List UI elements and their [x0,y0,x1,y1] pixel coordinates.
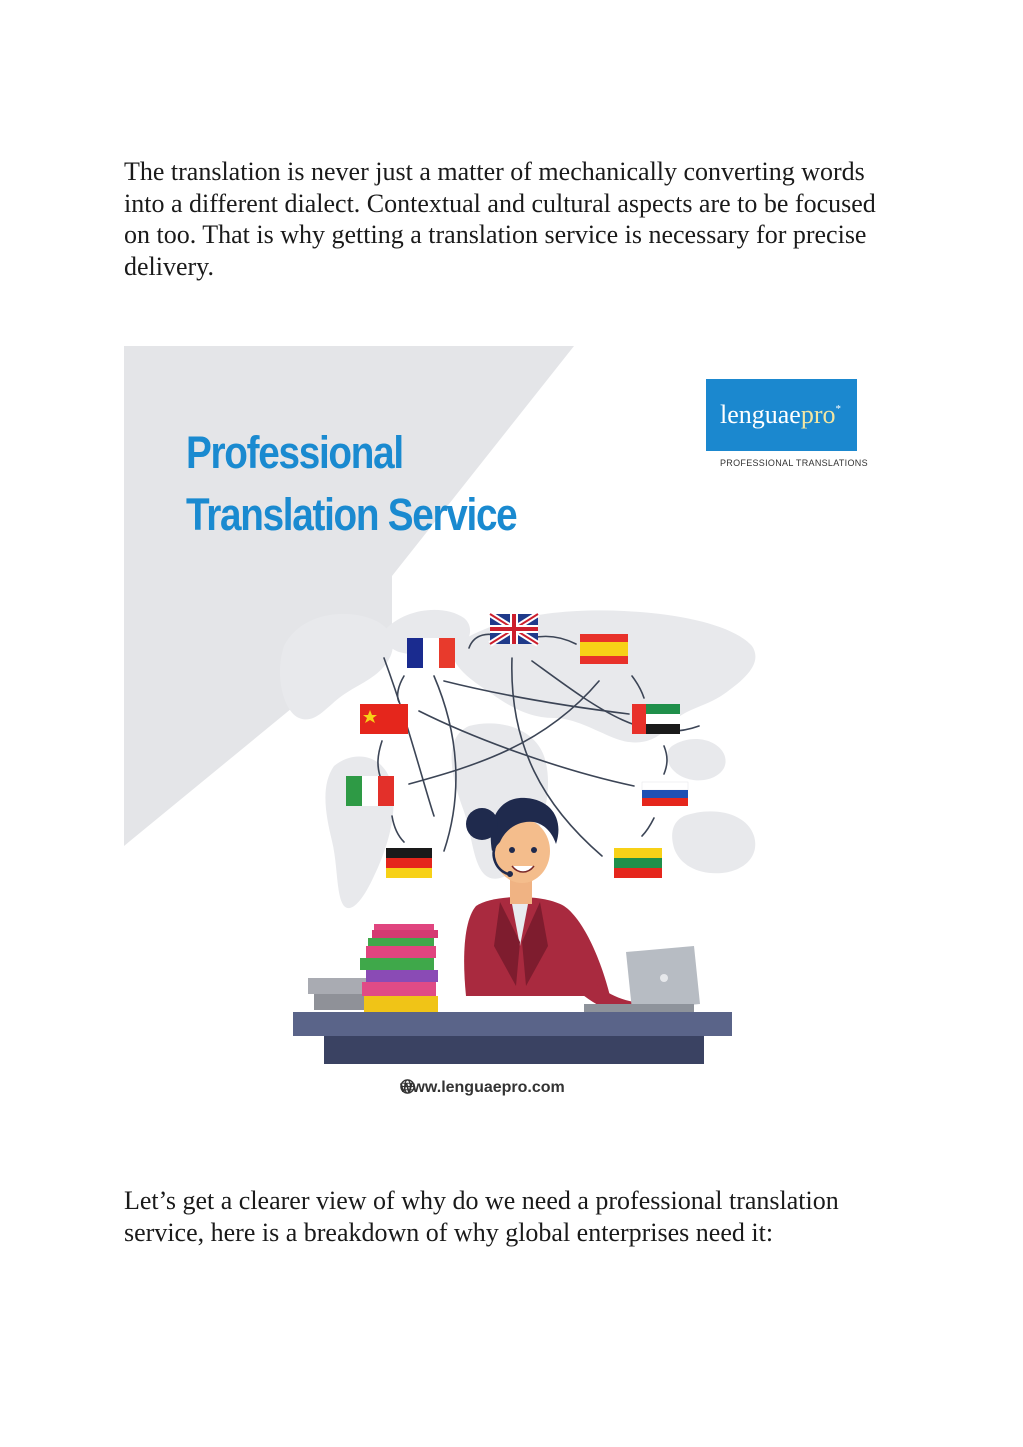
logo-name-part-1: lenguae [720,400,801,429]
logo-wordmark [720,402,841,428]
website-url[interactable]: www.lenguaepro.com [400,1079,565,1096]
russia-flag [642,782,688,806]
intro-paragraph: The translation is never just a matter of mechanically converting words into a different dialect. Contextual and cultural aspects are to be focused on too. That is why getting a translation service is necessary for precise delivery. [124,157,876,281]
outro-paragraph: Let’s get a clearer view of why do we need a professional translation service, here is a breakdown of why global enterprises need it: [124,1186,839,1247]
uae-flag [632,704,680,734]
spain-flag [580,634,628,664]
translation-service-infographic [124,346,868,1116]
china-flag [360,704,408,734]
lenguaepro-logo [706,379,857,451]
logo-tagline: PROFESSIONAL TRANSLATIONS [720,458,868,468]
italy-flag [346,776,394,806]
germany-flag [386,848,432,878]
infographic-title-line-2: Translation Service [186,489,517,540]
logo-name-part-2: pro [800,400,836,429]
france-flag [407,638,455,668]
globe-icon [400,1079,415,1094]
logo-mark: * [835,403,842,415]
website-link[interactable] [400,1079,565,1097]
uk-flag [490,614,538,644]
desk [293,1012,732,1064]
lithuania-flag [614,848,662,878]
book-stack-icon [308,924,438,1012]
infographic-title-line-1: Professional [186,427,403,478]
translator-avatar [464,798,644,1014]
